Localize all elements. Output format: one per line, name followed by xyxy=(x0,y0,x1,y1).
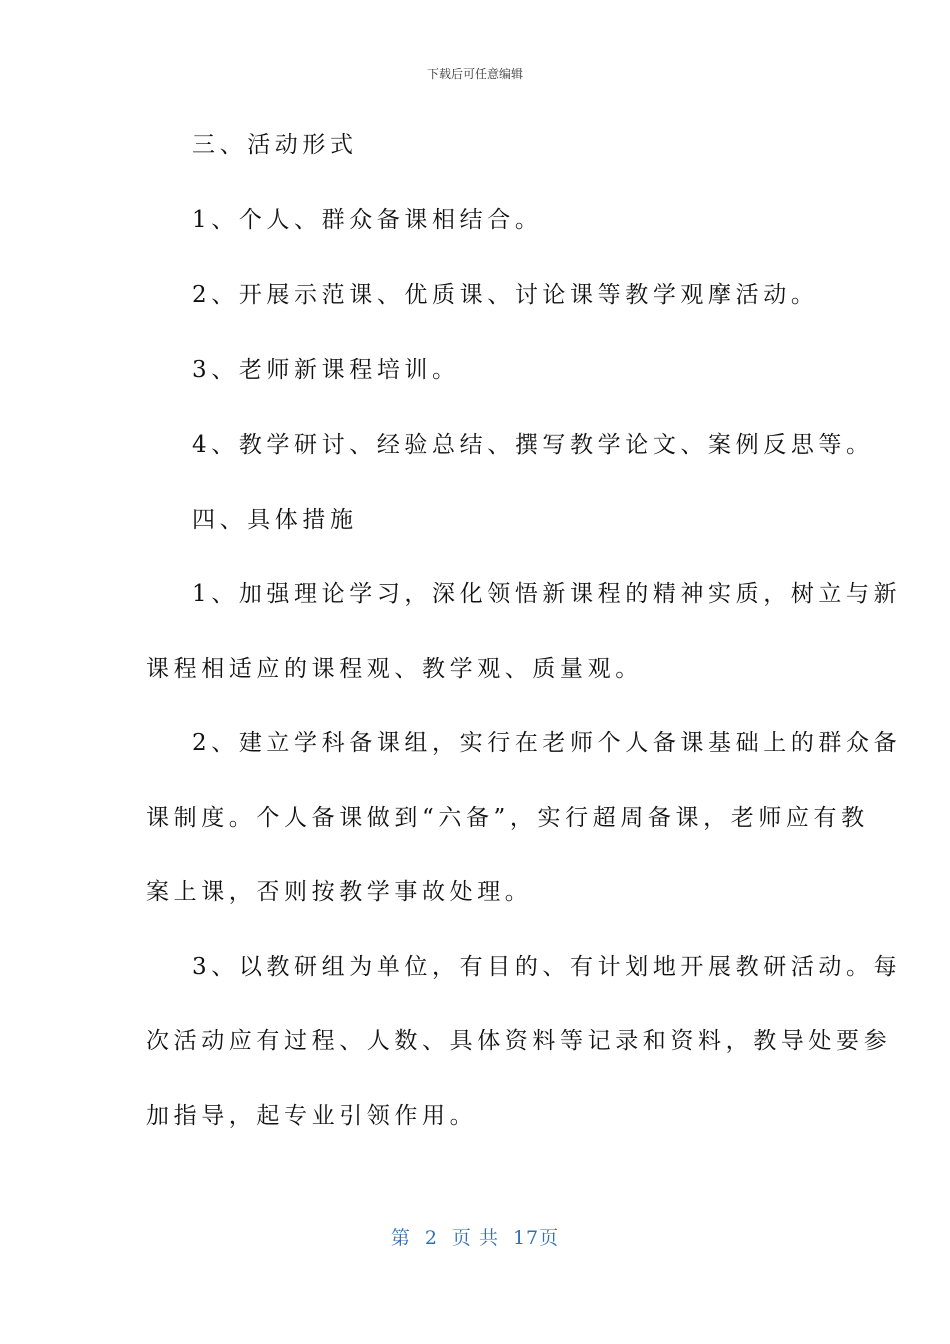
paragraph-line: 加指导，起专业引领作用。 xyxy=(146,1103,478,1129)
paragraph-line: 3、老师新课程培训。 xyxy=(192,357,460,383)
current-page-number: 2 xyxy=(424,1227,438,1249)
paragraph-line: 4、教学研讨、经验总结、撰写教学论文、案例反思等。 xyxy=(192,432,874,458)
paragraph-line: 课程相适应的课程观、教学观、质量观。 xyxy=(146,656,643,682)
paragraph-line: 2、开展示范课、优质课、讨论课等教学观摩活动。 xyxy=(192,282,819,308)
paragraph-line: 2、建立学科备课组，实行在老师个人备课基础上的群众备 xyxy=(192,730,902,756)
section-heading-activity-form: 三、活动形式 xyxy=(192,132,358,158)
paragraph-line: 1、个人、群众备课相结合。 xyxy=(192,207,543,233)
paragraph-line: 次活动应有过程、人数、具体资料等记录和资料，教导处要参 xyxy=(146,1028,892,1054)
paragraph-line: 课制度。个人备课做到“六备”，实行超周备课，老师应有教 xyxy=(146,805,869,831)
total-pages-number: 17 xyxy=(512,1227,540,1249)
paragraph-line: 1、加强理论学习，深化领悟新课程的精神实质，树立与新 xyxy=(192,581,902,607)
page-label-prefix: 第 xyxy=(390,1227,411,1249)
page-number-footer xyxy=(0,1226,950,1250)
page-header-note: 下载后可任意编辑 xyxy=(426,67,523,81)
paragraph-line: 案上课，否则按教学事故处理。 xyxy=(146,879,533,905)
paragraph-line: 3、以教研组为单位，有目的、有计划地开展教研活动。每 xyxy=(192,954,902,980)
page-label-suffix: 页 xyxy=(539,1227,560,1249)
page-label-middle: 页 共 xyxy=(451,1227,499,1249)
section-heading-specific-measures: 四、具体措施 xyxy=(192,507,358,533)
